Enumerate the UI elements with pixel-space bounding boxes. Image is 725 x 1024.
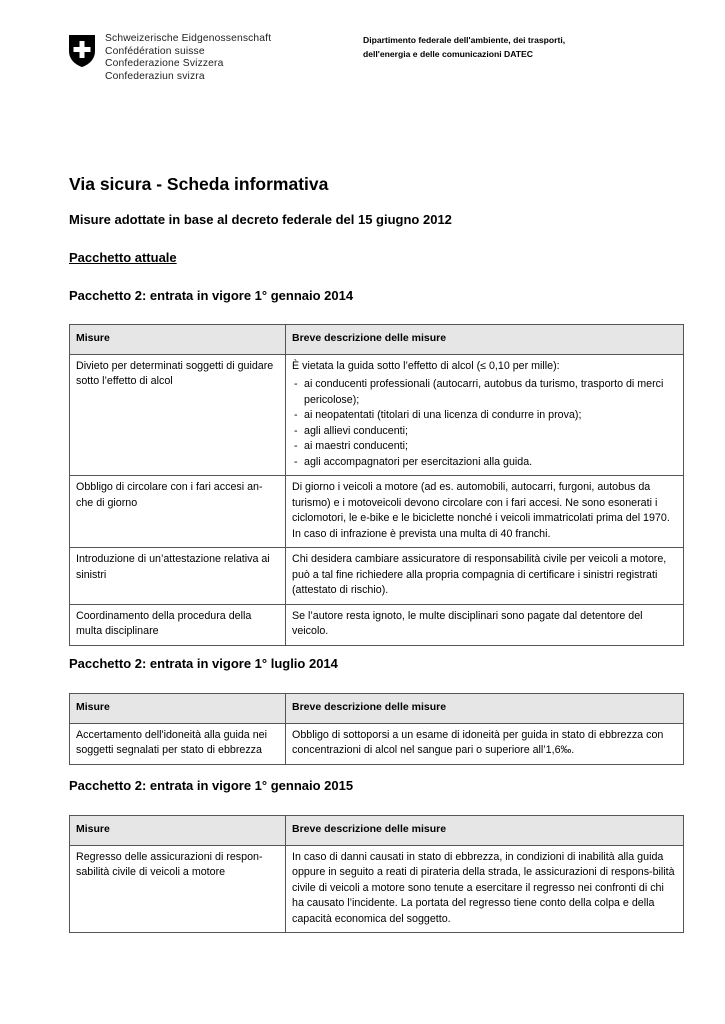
list-item: - ai maestri conducenti; — [292, 439, 677, 455]
document-subtitle: Misure adottate in base al decreto federale del 15 giugno 2012 — [69, 212, 452, 227]
confederation-name-de: Schweizerische Eidgenossenschaft — [105, 33, 272, 44]
description-cell — [286, 354, 684, 476]
column-header-measures: Misure — [70, 325, 286, 355]
measure-cell: Obbligo di circolare con i fari accesi an-che di giorno — [70, 476, 286, 548]
table-header-row — [70, 694, 684, 724]
measure-cell: Regresso delle assicurazioni di respon-sabilità civile di veicoli a motore — [70, 845, 286, 933]
measures-table-jan-2014 — [69, 324, 684, 646]
table-row — [70, 354, 684, 476]
description-cell: Di giorno i veicoli a motore (ad es. automobili, autocarri, furgoni, autobus da turismo) e i motoveicoli devono circolare con i fari accesi. Ne sono esonerati i ciclomotori, le e-bike e le biciclette nonché i veicoli immatricolati prima del 1970. In caso di infrazione è prevista una multa di 40 franchi. — [286, 476, 684, 548]
list-item: - ai neopatentati (titolari di una licenza di condurre in prova); — [292, 408, 677, 424]
department-line-2: dell'energia e delle comunicazioni DATEC — [363, 48, 533, 59]
swiss-crest-icon — [68, 34, 96, 68]
column-header-description: Breve descrizione delle misure — [286, 325, 684, 355]
column-header-measures: Misure — [70, 816, 286, 846]
measure-cell: Introduzione di un’attestazione relativa ai sinistri — [70, 548, 286, 605]
document-title: Via sicura - Scheda informativa — [69, 174, 329, 194]
confederation-name-rm: Confederaziun svizra — [105, 70, 205, 82]
measure-cell: Accertamento dell'idoneità alla guida nei soggetti segnalati per stato di ebbrezza — [70, 723, 286, 764]
column-header-measures: Misure — [70, 694, 286, 724]
list-item: - agli accompagnatori per esercitazioni alla guida. — [292, 455, 677, 471]
description-text: È vietata la guida sotto l’effetto di alcol (≤ 0,10 per mille): — [292, 359, 560, 372]
department-line-1: Dipartimento federale dell'ambiente, dei trasporti, — [363, 35, 566, 45]
measure-cell: Divieto per determinati soggetti di guidare sotto l’effetto di alcol — [70, 354, 286, 476]
description-cell: Obbligo di sottoporsi a un esame di idoneità per guida in stato di ebbrezza con concentrazioni di alcol nel sangue pari o superiore all’1,6‰. — [286, 723, 684, 764]
column-header-description: Breve descrizione delle misure — [286, 694, 684, 724]
list-item: - agli allievi conducenti; — [292, 424, 677, 440]
column-header-description: Breve descrizione delle misure — [286, 816, 684, 846]
description-list — [292, 377, 677, 470]
table-row — [70, 548, 684, 605]
table-row — [70, 604, 684, 645]
description-cell: In caso di danni causati in stato di ebbrezza, in condizioni di inabilità alla guida oppure in seguito a reati di pirateria della strada, le assicurazioni di respons-bilità civile di veicoli a motore sono tenute a esercitare il regresso nei confronti di chi ha causato l’incidente. La portata del regresso tiene conto della colpa e della capacità economica del soggetto. — [286, 845, 684, 933]
measures-table-jul-2014 — [69, 693, 684, 765]
section-heading-jan-2015: Pacchetto 2: entrata in vigore 1° gennaio 2015 — [69, 778, 354, 793]
description-cell: Chi desidera cambiare assicuratore di responsabilità civile per veicoli a motore, può a tal fine richiedere alla propria compagnia di certificare i sinistri registrati (attestato di rischio). — [286, 548, 684, 605]
confederation-name-it: Confederazione Svizzera — [105, 58, 224, 70]
letterhead — [68, 33, 685, 93]
section-heading-jul-2014: Pacchetto 2: entrata in vigore 1° luglio 2014 — [69, 656, 338, 671]
table-row — [70, 723, 684, 764]
table-row — [70, 845, 684, 933]
confederation-names — [105, 33, 271, 83]
confederation-name-fr: Confédération suisse — [105, 45, 205, 57]
department-name — [363, 34, 633, 61]
table-header-row — [70, 816, 684, 846]
table-row — [70, 476, 684, 548]
list-item: - ai conducenti professionali (autocarri, autobus da turismo, trasporto di merci pericolose); — [292, 377, 677, 408]
table-header-row — [70, 325, 684, 355]
measure-cell: Coordinamento della procedura della multa disciplinare — [70, 604, 286, 645]
section-heading-jan-2014: Pacchetto 2: entrata in vigore 1° gennaio 2014 — [69, 288, 354, 303]
description-cell: Se l’autore resta ignoto, le multe disciplinari sono pagate dal detentore del veicolo. — [286, 604, 684, 645]
measures-table-jan-2015 — [69, 815, 684, 933]
current-package-label: Pacchetto attuale — [69, 250, 177, 265]
